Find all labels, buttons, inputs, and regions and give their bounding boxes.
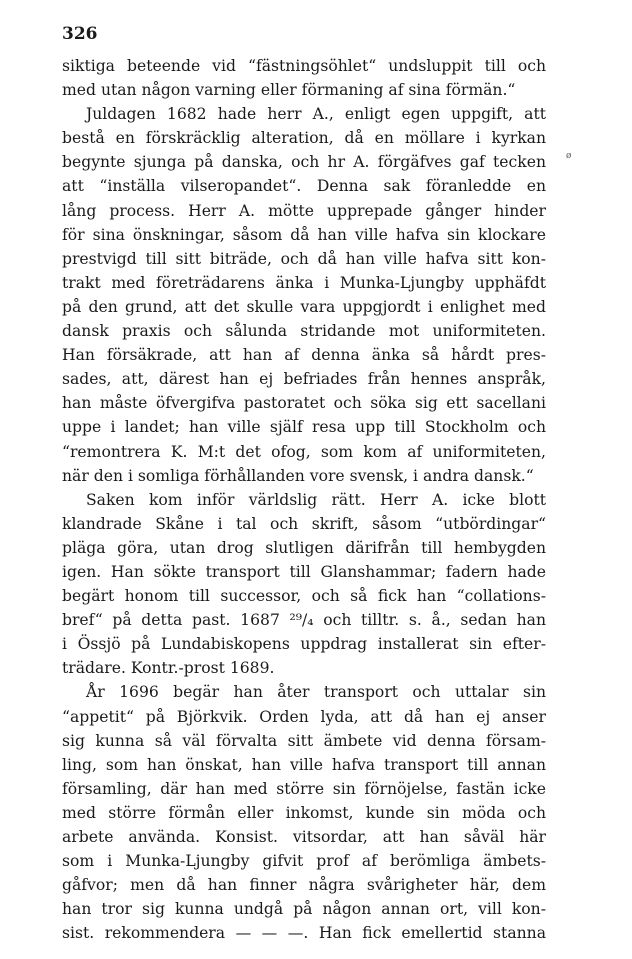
text-line: År 1696 begär han åter transport och uttalar sin: [86, 683, 546, 702]
text-line: lång process. Herr A. mötte upprepade gånger hinder: [62, 201, 546, 220]
text-line: på den grund, att det skulle vara uppgjordt i enlighet med: [62, 297, 546, 316]
body-text: [62, 54, 546, 945]
text-line: han tror sig kunna undgå på någon annan ort, vill kon-: [62, 900, 546, 919]
text-line: han måste öfvergifva pastoratet och söka sig ett sacellani: [62, 394, 546, 413]
text-line: bestå en förskräcklig alteration, då en möllare i kyrkan: [62, 129, 546, 148]
text-line: ling, som han önskat, han ville hafva transport till annan: [62, 755, 546, 774]
text-line: med utan någon varning eller förmaning af sina förmän.“: [62, 81, 516, 100]
document-page: [62, 22, 546, 945]
text-line: arbete använda. Konsist. vitsordar, att han såväl här: [62, 828, 546, 846]
text-line: Juldagen 1682 hade herr A., enligt egen uppgift, att: [86, 105, 546, 124]
text-line: gåfvor; men då han finner några svårigheter här, dem: [62, 876, 546, 895]
text-line: sades, att, därest han ej befriades från hennes anspråk,: [62, 370, 546, 389]
text-line: som i Munka-Ljungby gifvit prof af berömliga ämbets-: [62, 852, 546, 871]
text-line: trakt med företrädarens änka i Munka-Ljungby upphäfdt: [62, 273, 546, 292]
text-line: församling, där han med större sin förnöjelse, fastän icke: [62, 779, 546, 798]
text-line: trädare. Kontr.-prost 1689.: [62, 659, 275, 678]
text-line: Han försäkrade, att han af denna änka så hårdt pres-: [62, 346, 546, 365]
text-line: “appetit“ på Björkvik. Orden lyda, att då han ej anser: [62, 707, 546, 726]
text-line: att “inställa vilseropandet“. Denna sak föranledde en: [62, 177, 546, 196]
text-line: sist. rekommendera — — —. Han fick emellertid stanna: [62, 924, 546, 943]
text-line: igen. Han sökte transport till Glanshammar; fadern hade: [62, 562, 546, 581]
text-line: klandrade Skåne i tal och skrift, såsom “utbördingar“: [62, 514, 546, 533]
text-line: pläga göra, utan drog slutligen därifrån till hembygden: [62, 538, 546, 557]
text-line: “remontrera K. M:t det ofog, som kom af uniformiteten,: [62, 442, 546, 461]
text-line: begärt honom till successor, och så fick han “collations-: [62, 587, 546, 606]
text-line: i Össjö på Lundabiskopens uppdrag installerat sin efter-: [62, 635, 546, 654]
text-line: med större förmån eller inkomst, kunde sin möda och: [62, 803, 546, 822]
margin-mark: ø: [566, 151, 572, 161]
text-line: sig kunna så väl förvalta sitt ämbete vid denna försam-: [62, 731, 546, 750]
text-line: begynte sjunga på danska, och hr A. förgäfves gaf tecken: [62, 153, 546, 172]
text-line: bref“ på detta past. 1687 ²⁹/₄ och tilltr. s. å., sedan han: [62, 611, 546, 630]
text-line: för sina önskningar, såsom då han ville hafva sin klockare: [62, 225, 546, 244]
text-line: Saken kom inför världslig rätt. Herr A. icke blott: [86, 490, 546, 509]
text-line: när den i somliga förhållanden vore svensk, i andra dansk.“: [62, 466, 534, 485]
text-line: prestvigd till sitt biträde, och då han ville hafva sitt kon-: [62, 249, 546, 268]
page-number: 326: [62, 24, 98, 44]
text-line: siktiga beteende vid “fästningsöhlet“ undsluppit till och: [62, 57, 546, 75]
text-line: dansk praxis och sålunda stridande mot uniformiteten.: [62, 322, 546, 341]
text-line: uppe i landet; han ville själf resa upp till Stockholm och: [62, 418, 546, 437]
